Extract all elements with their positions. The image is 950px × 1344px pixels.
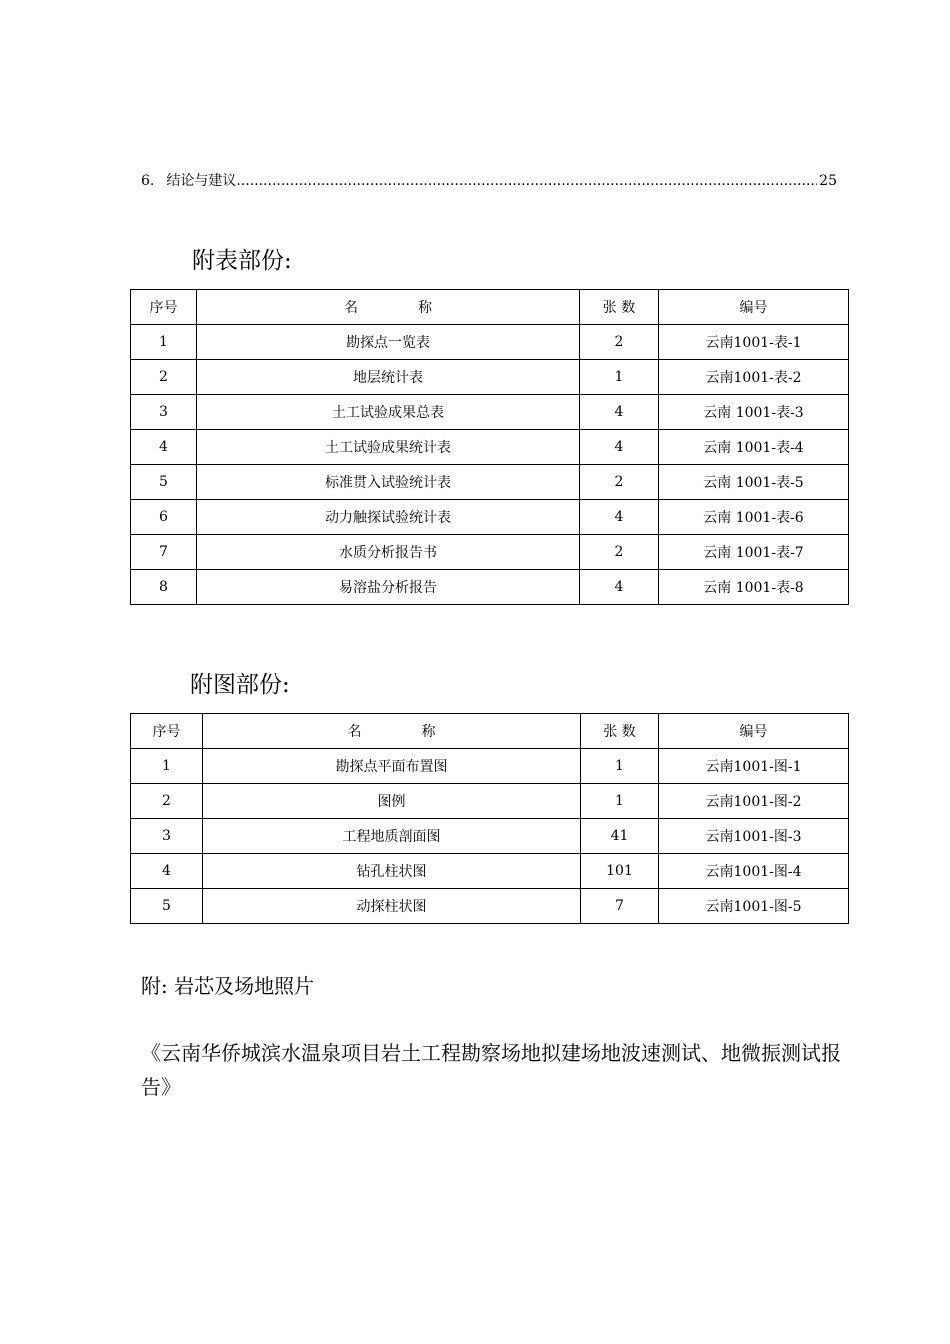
table-row (131, 749, 849, 784)
row-code: 云南1001-图-5 (659, 889, 849, 924)
row-code: 云南 1001-表-8 (659, 570, 849, 605)
row-index: 1 (131, 749, 203, 784)
table-row (131, 889, 849, 924)
row-code: 云南1001-表-1 (659, 325, 849, 360)
row-count: 1 (581, 749, 659, 784)
table-row (131, 854, 849, 889)
row-name: 动力触探试验统计表 (197, 500, 580, 535)
row-name: 工程地质剖面图 (203, 819, 581, 854)
toc-title: 结论与建议 (166, 173, 237, 189)
row-code: 云南1001-图-3 (659, 819, 849, 854)
row-count: 41 (581, 819, 659, 854)
row-name: 土工试验成果总表 (197, 395, 580, 430)
table-row (131, 535, 849, 570)
row-name: 钻孔柱状图 (203, 854, 581, 889)
row-count: 4 (580, 430, 659, 465)
row-name: 勘探点平面布置图 (203, 749, 581, 784)
table-row (131, 500, 849, 535)
report-title: 《云南华侨城滨水温泉项目岩土工程勘察场地拟建场地波速测试、地微振测试报告》 (141, 1041, 841, 1099)
header-count: 张 数 (581, 714, 659, 749)
row-index: 5 (131, 889, 203, 924)
row-code: 云南 1001-表-6 (659, 500, 849, 535)
row-count: 1 (581, 784, 659, 819)
row-index: 6 (131, 500, 197, 535)
row-count: 4 (580, 570, 659, 605)
row-code: 云南 1001-表-3 (659, 395, 849, 430)
row-code: 云南 1001-表-4 (659, 430, 849, 465)
row-count: 2 (580, 465, 659, 500)
row-count: 2 (580, 535, 659, 570)
header-name: 名 称 (203, 714, 581, 749)
row-name: 土工试验成果统计表 (197, 430, 580, 465)
header-count: 张 数 (580, 290, 659, 325)
tables-section-title: 附表部份: (192, 248, 292, 274)
row-index: 1 (131, 325, 197, 360)
row-index: 5 (131, 465, 197, 500)
toc-page-number: 25 (819, 173, 837, 189)
row-code: 云南1001-图-4 (659, 854, 849, 889)
figures-section-title: 附图部份: (190, 672, 290, 698)
row-name: 水质分析报告书 (197, 535, 580, 570)
row-code: 云南 1001-表-5 (659, 465, 849, 500)
row-name: 图例 (203, 784, 581, 819)
table-row (131, 819, 849, 854)
header-index: 序号 (131, 714, 203, 749)
row-code: 云南1001-图-1 (659, 749, 849, 784)
row-name: 标准贯入试验统计表 (197, 465, 580, 500)
row-index: 4 (131, 430, 197, 465)
table-header-row (131, 290, 849, 325)
row-name: 易溶盐分析报告 (197, 570, 580, 605)
row-name: 勘探点一览表 (197, 325, 580, 360)
header-code: 编号 (659, 290, 849, 325)
toc-entry (141, 170, 837, 190)
row-count: 7 (581, 889, 659, 924)
tables-list (130, 289, 849, 605)
row-count: 1 (580, 360, 659, 395)
row-index: 8 (131, 570, 197, 605)
header-index: 序号 (131, 290, 197, 325)
row-count: 2 (580, 325, 659, 360)
table-row (131, 465, 849, 500)
table-row (131, 395, 849, 430)
row-index: 3 (131, 819, 203, 854)
table-row (131, 325, 849, 360)
table-row (131, 570, 849, 605)
toc-leader-dots (236, 173, 817, 189)
row-index: 2 (131, 360, 197, 395)
row-index: 4 (131, 854, 203, 889)
row-code: 云南1001-表-2 (659, 360, 849, 395)
row-name: 动探柱状图 (203, 889, 581, 924)
row-name: 地层统计表 (197, 360, 580, 395)
toc-number: 6. (141, 173, 155, 189)
row-index: 7 (131, 535, 197, 570)
attachment-note: 附: 岩芯及场地照片 (141, 974, 315, 998)
row-count: 4 (580, 500, 659, 535)
header-name: 名 称 (197, 290, 580, 325)
table-row (131, 360, 849, 395)
figures-list (130, 713, 849, 924)
row-code: 云南 1001-表-7 (659, 535, 849, 570)
table-header-row (131, 714, 849, 749)
row-index: 2 (131, 784, 203, 819)
header-code: 编号 (659, 714, 849, 749)
row-count: 4 (580, 395, 659, 430)
row-count: 101 (581, 854, 659, 889)
row-index: 3 (131, 395, 197, 430)
table-row (131, 784, 849, 819)
row-code: 云南1001-图-2 (659, 784, 849, 819)
table-row (131, 430, 849, 465)
